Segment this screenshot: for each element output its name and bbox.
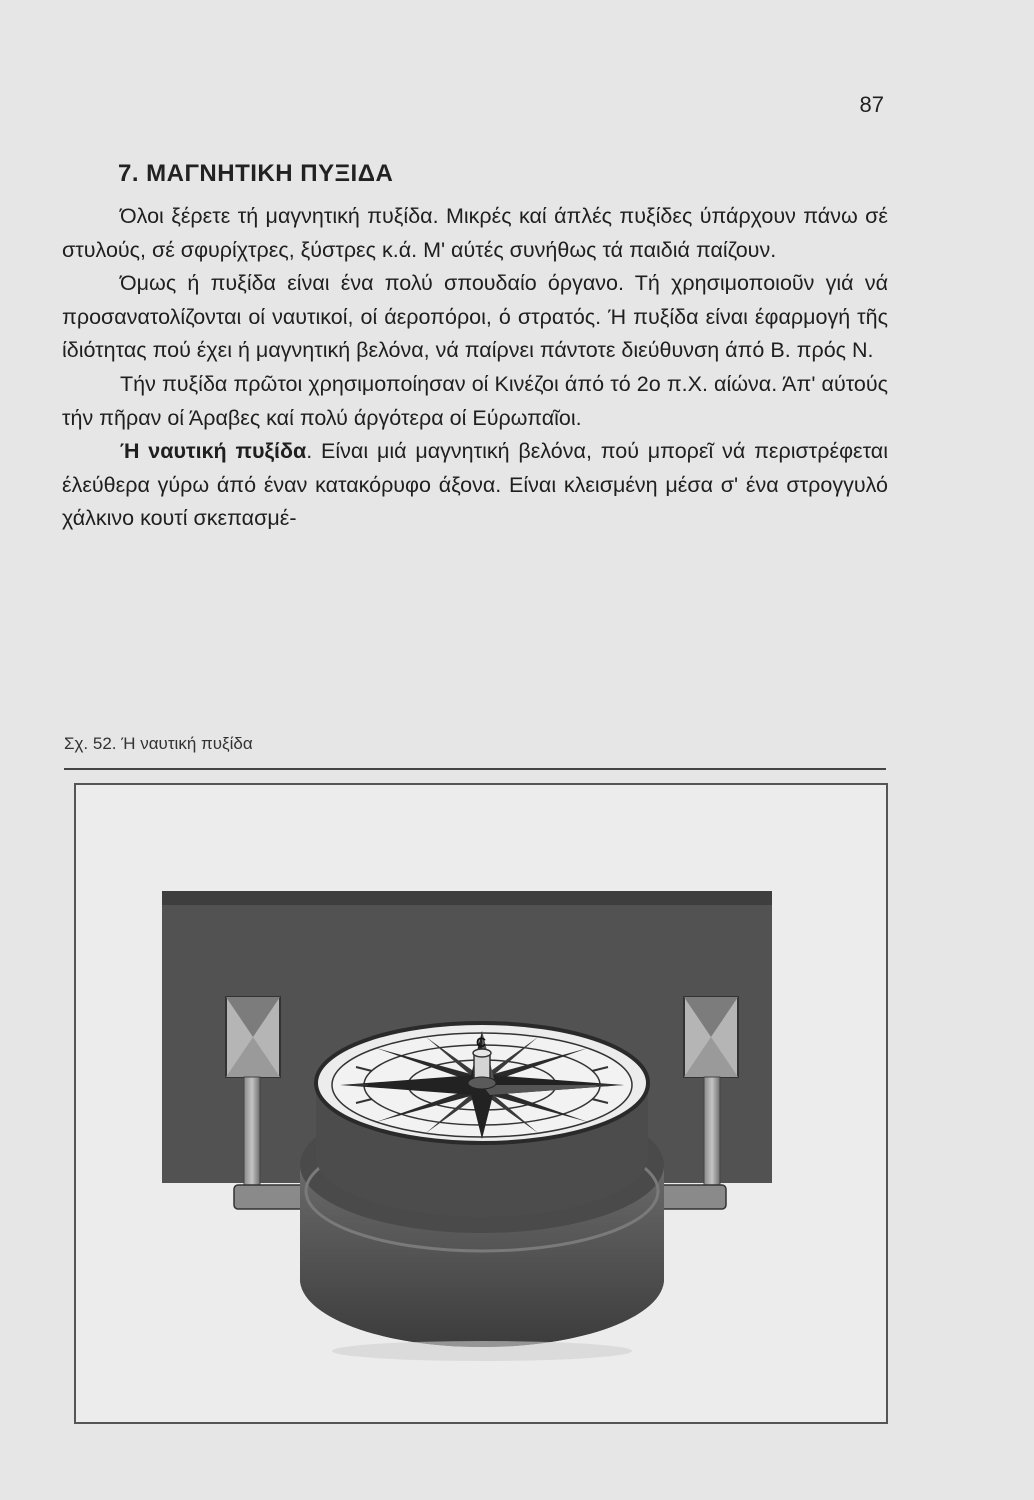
body-text xyxy=(62,200,888,536)
compass-north-label: C xyxy=(476,1034,487,1050)
paragraph-3: Τήν πυξίδα πρῶτοι χρησιμοποίησαν οί Κινέζοι άπό τό 2ο π.Χ. αίώνα. Άπ' αύτούς τήν πῆραν οί Άραβες καί πολύ άργότερα οί Εύρωπαῖοι. xyxy=(62,371,888,430)
paragraph-4-lead: Ή ναυτική πυξίδα xyxy=(120,439,307,464)
compass-illustration xyxy=(76,785,886,1422)
page-number: 87 xyxy=(859,92,884,117)
paragraph-4-text: . Είναι μιά μαγνητική βελόνα, πού μπορεῖ νά περιστρέφεται έλεύθερα γύρω άπό έναν κατακόρυφο άξονα. Είναι κλεισμένη μέσα σ' ένα στρογγυλό χάλκινο κουτί σκεπασμέ- xyxy=(62,439,888,531)
caption-rule xyxy=(64,768,886,770)
paragraph-2: Όμως ή πυξίδα είναι ένα πολύ σπουδαίο όργανο. Τή χρησιμοποιοῦν γιά νά προσανατολίζονται οί ναυτικοί, οί άεροπόροι, ό στρατός. Ή πυξίδα είναι έφαρμογή τῆς ίδιότητας πού έχει ή μαγνητική βελόνα, νά παίρνει πάντοτε διεύθυνση άπό Β. πρός Ν. xyxy=(62,271,888,363)
section-title: 7. ΜΑΓΝΗΤΙΚΗ ΠΥΞΙΔΑ xyxy=(118,160,394,187)
compass-shadow xyxy=(332,1341,632,1361)
paragraph-4 xyxy=(62,435,888,536)
figure-caption: Σχ. 52. Ή ναυτική πυξίδα xyxy=(64,734,253,753)
paragraph-1: Όλοι ξέρετε τή μαγνητική πυξίδα. Μικρές καί άπλές πυξίδες ύπάρχουν πάνω σέ στυλούς, σέ σφυρίχτρες, ξύστρες κ.ά. Μ' αύτές συνήθως τά παιδιά παίζουν. xyxy=(62,204,888,262)
figure-frame xyxy=(74,783,888,1424)
backdrop-top-edge xyxy=(162,891,772,905)
